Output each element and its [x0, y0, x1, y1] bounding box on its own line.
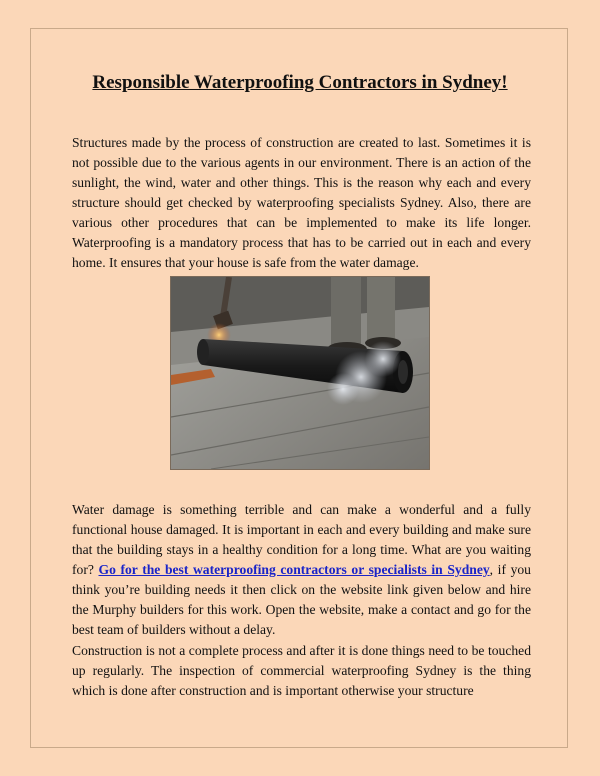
paragraph-text: Water damage is something terrible and can make a wonderful and a fully functional house damaged. It is important in each and every building and make sure that the building stays in a healthy condition for a long time. What are you waiting for?	[72, 502, 531, 577]
body-paragraph-3: Construction is not a complete process and after it is done things need to be touched up regularly. The inspection of commercial waterproofing Sydney is the thing which is done after construction and is important otherwise your structure	[72, 643, 531, 698]
roofing-photo	[170, 276, 430, 470]
paragraph-text: , if you think you’re building needs it then click on the website link given below and hire the Murphy builders for this work. Open the website, make a contact and go for the best team of builders without a delay.	[72, 562, 531, 637]
contractors-link[interactable]: Go for the best waterproofing contractors or specialists in Sydney	[98, 562, 490, 577]
page-title: Responsible Waterproofing Contractors in Sydney!	[92, 72, 508, 93]
intro-paragraph: Structures made by the process of construction are created to last. Sometimes it is not possible due to the various agents in our environment. There is an action of the sunlight, the wind, water and other things. This is the reason why each and every structure should get checked by waterproofing specialists Sydney. Also, there are various other procedures that can be implemented to make its life longer. Waterproofing is a mandatory process that has to be carried out in each and every home. It ensures that your house is safe from the water damage.	[72, 135, 531, 270]
body-paragraph-2	[72, 500, 531, 640]
